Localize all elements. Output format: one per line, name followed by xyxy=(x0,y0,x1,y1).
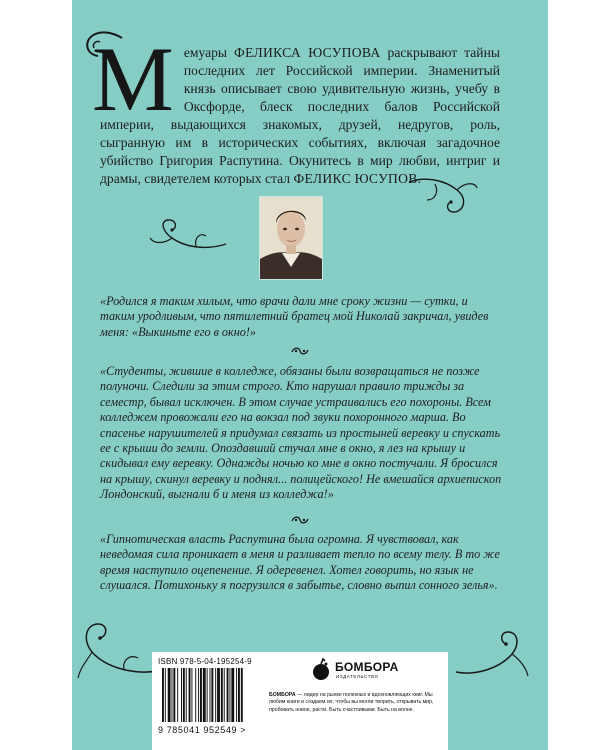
portrait-photo xyxy=(259,196,323,280)
bombora-logo-icon xyxy=(310,658,332,682)
quote-2: «Студенты, жившие в колледже, обязаны были возвращаться не позже полуночи. Следили за этим строго. Кто нарушал правило трижды за семестр, бывал исключен. В этом случае устраивались его похороны. Всем колледжем провожали его на вокзал под звуки похоронного марша. Во спасенье нарушителей я придумал связать из простыней веревку и спускать ее с крыши до земли. Опоздавший стучал мне в окно, я лез на крышу и скидывал ему веревку. Однажды ночью ко мне в окно постучали. Я бросился на крышу, скинул веревку и поднял... полицейского! Не вмешайся архиепископ Лондонский, выгнали б и меня из колледжа!» xyxy=(100,364,502,502)
publisher-subtitle: ИЗДАТЕЛЬСТВО xyxy=(336,674,379,679)
flourish-top-left-icon xyxy=(78,22,138,62)
author-name-first: ФЕЛИКСА ЮСУПОВА xyxy=(234,45,381,60)
barcode-digits: 9 785041 952549 > xyxy=(158,725,247,735)
quote-3: «Гипнотическая власть Распутина была огромна. Я чувствовал, как неведомая сила проникает в меня и разливает тепло по всему телу. В то же время наступило оцепенение. Я одеревенел. Хотел говорить, но язык не слушался. Потихоньку я погрузился в забытье, словно выпил сонного зелья». xyxy=(100,532,500,593)
flourish-left-icon xyxy=(146,216,228,256)
dropcap-letter: М xyxy=(92,28,174,130)
intro-text-end: . xyxy=(417,171,422,186)
publisher-name: БОМБОРА xyxy=(335,660,399,674)
intro-text-start: емуары xyxy=(183,45,235,60)
intro-text-mid: раскрывают тайны последних лет Российской империи. Знаменитый князь описывает свою удивительную жизнь, учебу в Оксфорде, блеск последних балов Российской империи, выдающихся знакомых, друзей, недругов, роль, сыгранную им в исторических событиях, включая загадочное убийство Григория Распутина. Окунитесь в мир любви, интриг и драмы, свидетелем которых стал xyxy=(100,45,500,186)
publisher-description-bold: БОМБОРА xyxy=(269,692,296,698)
divider-ornament-icon xyxy=(290,515,310,525)
barcode-icon xyxy=(160,668,264,724)
flourish-bottom-right-icon xyxy=(452,628,532,678)
publisher-description-text: — лидер на рынке полезных и вдохновляющих книг. Мы любим книги и создаем их, чтобы вы могли творить, открывать мир, пробовать новое, расти. Быть счастливыми. Быть на волне. xyxy=(269,692,434,713)
isbn-label: ISBN 978-5-04-195254-9 xyxy=(158,657,252,666)
author-name-second: ФЕЛИКС ЮСУПОВ xyxy=(293,171,418,186)
publisher-description xyxy=(269,692,443,714)
quote-1: «Родился я таким хилым, что врачи дали мне сроку жизни — сутки, и таким уродливым, что пятилетний братец мой Николай закричал, увидев меня: «Выкиньте его в окно!» xyxy=(100,294,489,339)
intro-paragraph xyxy=(92,28,500,188)
divider-ornament-icon xyxy=(290,346,310,356)
flourish-right-icon xyxy=(405,172,480,220)
